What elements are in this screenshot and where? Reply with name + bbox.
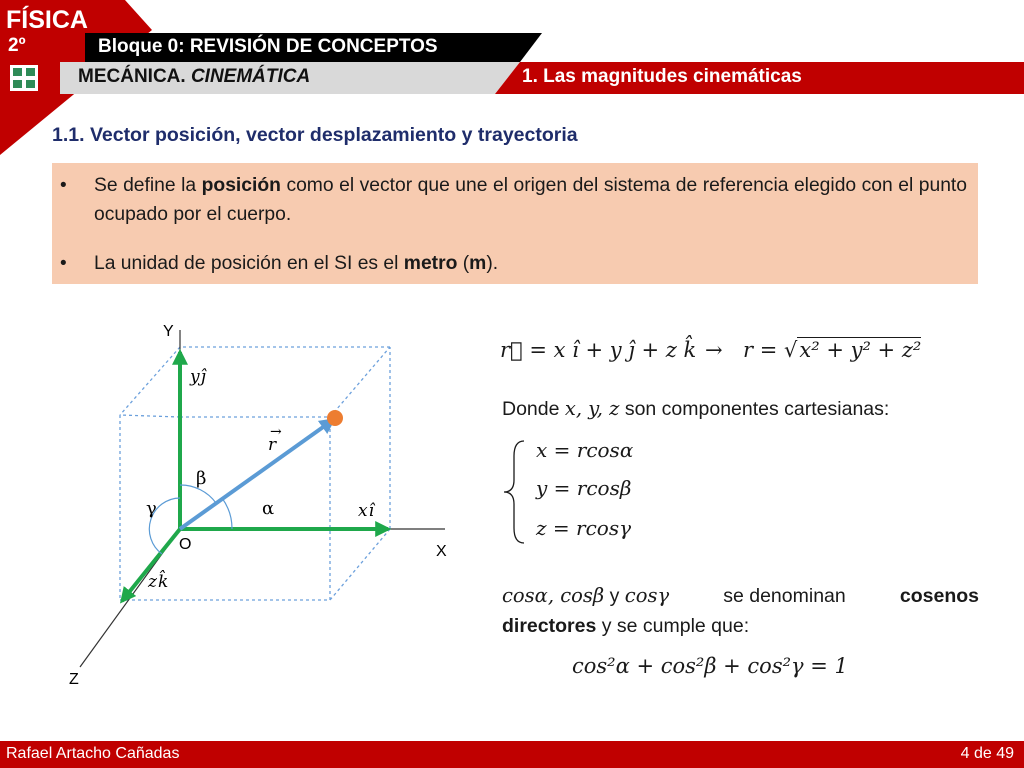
bullet-unit: La unidad de posición en el SI es el metro (m). (94, 253, 499, 274)
page-number: 4 de 49 (960, 745, 1014, 762)
implies-arrow: → (705, 338, 723, 362)
section-title: 1.1. Vector posición, vector desplazamiento y trayectoria (52, 124, 578, 146)
alpha-label: α (262, 498, 275, 519)
author-name: Rafael Artacho Cañadas (6, 745, 180, 762)
body-point (327, 410, 343, 426)
position-formula: r⃗ = x î + y ĵ + z k̂ (500, 338, 697, 362)
block-title: Bloque 0: REVISIÓN DE CONCEPTOS (98, 36, 438, 57)
topic-main: MECÁNICA. (78, 66, 186, 87)
bullet-dot: • (60, 253, 67, 274)
definition-box (52, 163, 978, 284)
origin-label: O (179, 536, 192, 553)
z-axis-label: Z (69, 671, 79, 688)
lesson-title: 1. Las magnitudes cinemáticas (522, 66, 802, 87)
donde-line: Donde x, y, z son componentes cartesianas: (502, 397, 890, 420)
brace-icon (500, 438, 530, 548)
building-icon (10, 65, 38, 91)
gamma-label: γ (146, 498, 157, 519)
x-axis-label: X (436, 543, 447, 560)
bullet-dot: • (60, 175, 67, 196)
topic-title (78, 66, 310, 88)
y-axis-label: Y (163, 323, 174, 340)
alpha-arc (222, 498, 232, 529)
z-component-label: zk̂ (148, 572, 169, 592)
direction-cosines-text: cosα, cosβ y cosγ se denominan cosenos directores y se cumple que: (502, 584, 979, 637)
eq-z: z = rcosγ (536, 516, 632, 540)
eq-y: y = rcosβ (536, 476, 632, 500)
cosine-identity: cos²α + cos²β + cos²γ = 1 (572, 654, 848, 678)
vector-arrow-accent: → (270, 424, 282, 440)
y-component-label: yĵ (190, 367, 206, 387)
modulus-formula: r = √x² + y² + z² (743, 338, 922, 362)
position-vector-diagram (0, 300, 480, 740)
sqrt-icon: √ (784, 338, 798, 362)
footer-bar (0, 741, 1024, 768)
subject-label: FÍSICA (6, 6, 88, 34)
eq-x: x = rcosα (536, 438, 634, 462)
x-component-label: xî (358, 501, 375, 521)
beta-label: β (196, 468, 207, 489)
topic-sub: CINEMÁTICA (190, 66, 311, 87)
r-vector-label: r (268, 435, 277, 455)
bullet-definition: Se define la posición como el vector que une el origen del sistema de referencia elegido con el punto ocupado por el cuerpo. (94, 175, 967, 225)
course-label: 2º (8, 35, 26, 56)
